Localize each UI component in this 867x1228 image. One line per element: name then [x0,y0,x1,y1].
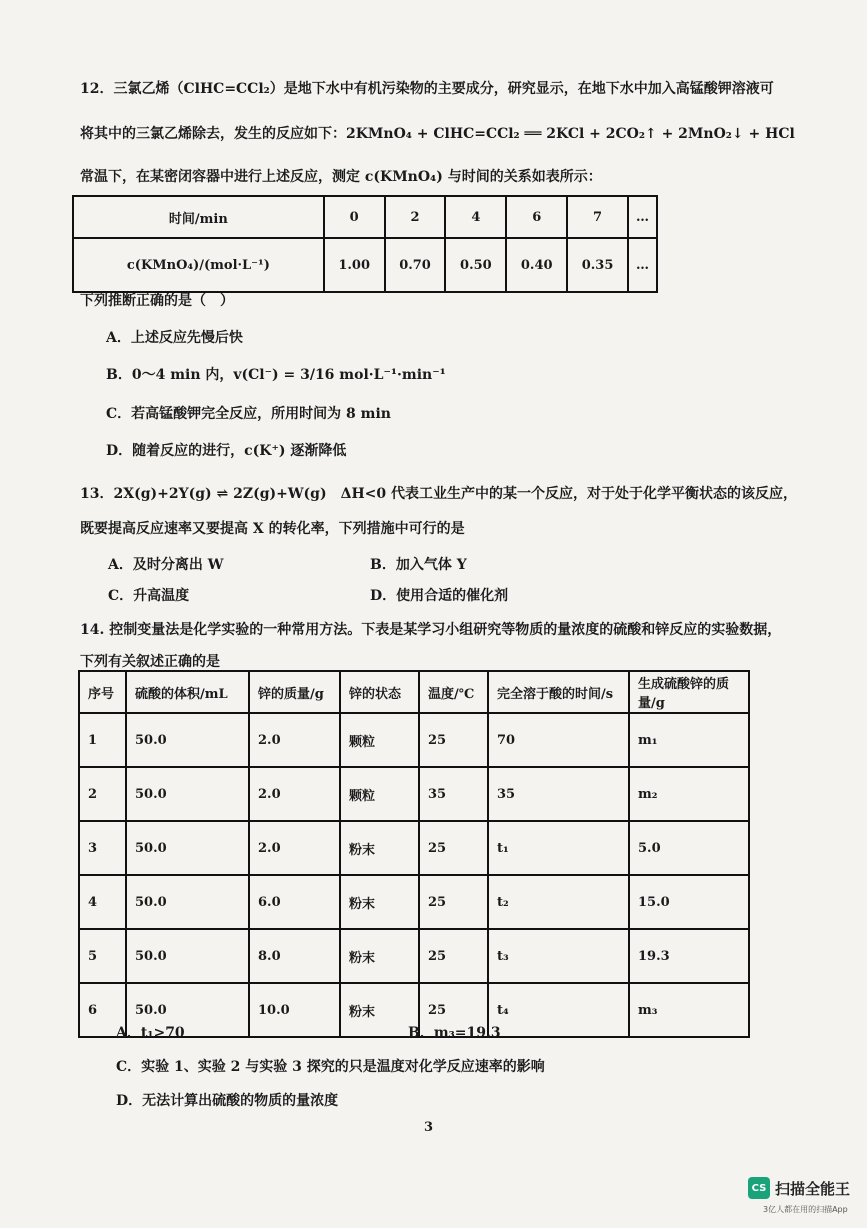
table-cell: 0.50 [445,238,506,292]
table-cell: 4 [445,196,506,238]
q12-option-c: C．若高锰酸钾完全反应，所用时间为 8 min [106,406,391,422]
table-cell: 2.0 [249,821,340,875]
table-cell: 时间/min [73,196,324,238]
table-cell: 50.0 [126,821,249,875]
table-cell: c(KMnO₄)/(mol·L⁻¹) [73,238,324,292]
table-cell: 3 [79,821,126,875]
table-cell: 10.0 [249,983,340,1037]
q12-line1: 12．三氯乙烯（ClHC=CCl₂）是地下水中有机污染物的主要成分，研究显示，在地下水中加入高锰酸钾溶液可 [80,81,774,97]
table-cell: t₄ [488,983,629,1037]
table-header-cell: 序号 [79,671,126,713]
table-cell: 7 [567,196,628,238]
table-cell: t₁ [488,821,629,875]
table-cell: 0 [324,196,385,238]
table-cell: m₂ [629,767,749,821]
table-cell: 1.00 [324,238,385,292]
table-header-cell: 完全溶于酸的时间/s [488,671,629,713]
table-cell: t₃ [488,929,629,983]
q13-option-a: A．及时分离出 W [108,557,224,573]
table-cell: 0.35 [567,238,628,292]
table-cell: m₃ [629,983,749,1037]
q13-line1: 13．2X(g)+2Y(g) ⇌ 2Z(g)+W(g) ΔH<0 代表工业生产中的某一个反应，对于处于化学平衡状态的该反应， [80,486,798,502]
table-cell: 5 [79,929,126,983]
table-cell: 粉末 [340,929,419,983]
q12-option-d: D．随着反应的进行，c(K⁺) 逐渐降低 [106,443,347,459]
table-cell: 25 [419,821,488,875]
table-header-cell: 锌的状态 [340,671,419,713]
q14-line2: 下列有关叙述正确的是 [80,654,220,670]
table-row [79,767,749,821]
q14-table [78,670,750,1038]
table-cell: 25 [419,983,488,1037]
table-cell: 50.0 [126,713,249,767]
table-cell: … [628,196,657,238]
table-cell: 2.0 [249,713,340,767]
table-cell: 颗粒 [340,713,419,767]
table-header-cell: 生成硫酸锌的质量/g [629,671,749,713]
q14-option-c: C．实验 1、实验 2 与实验 3 探究的只是温度对化学反应速率的影响 [116,1059,545,1075]
table-cell: 50.0 [126,983,249,1037]
table-row [79,713,749,767]
table-row [73,196,657,238]
watermark-name: 扫描全能王 [775,1179,851,1198]
table-cell: 25 [419,929,488,983]
q12-option-a: A．上述反应先慢后快 [106,330,243,346]
q14-option-b: B．m₃=19.3 [408,1025,501,1041]
table-cell: 0.40 [506,238,567,292]
table-cell: 粉末 [340,821,419,875]
table-cell: m₁ [629,713,749,767]
table-cell: t₂ [488,875,629,929]
page-number: 3 [424,1120,434,1135]
table-row [79,875,749,929]
table-header-cell: 硫酸的体积/mL [126,671,249,713]
watermark-slogan: 3亿人都在用的扫描App [763,1205,848,1214]
table-cell: 25 [419,713,488,767]
table-cell: 2 [79,767,126,821]
table-cell: 50.0 [126,875,249,929]
table-cell: 6 [506,196,567,238]
table-cell: 1 [79,713,126,767]
table-cell: 6.0 [249,875,340,929]
scanner-watermark [748,1177,850,1199]
table-cell: 50.0 [126,767,249,821]
table-header-cell: 锌的质量/g [249,671,340,713]
q14-option-a: A．t₁>70 [116,1025,185,1041]
table-cell: 35 [488,767,629,821]
table-cell: … [628,238,657,292]
table-cell: 4 [79,875,126,929]
table-row [79,821,749,875]
q13-option-d: D．使用合适的催化剂 [370,588,509,604]
table-cell: 2.0 [249,767,340,821]
table-cell: 8.0 [249,929,340,983]
q13-option-c: C．升高温度 [108,588,190,604]
table-row [79,929,749,983]
table-cell: 6 [79,983,126,1037]
table-header-row [79,671,749,713]
table-cell: 15.0 [629,875,749,929]
q12-table [72,195,658,293]
table-cell: 5.0 [629,821,749,875]
table-cell: 粉末 [340,875,419,929]
q12-stem: 下列推断正确的是（ ） [80,293,234,309]
q12-line2: 将其中的三氯乙烯除去，发生的反应如下：2KMnO₄ + ClHC=CCl₂ ══ 2KCl + 2CO₂↑ + 2MnO₂↓ + HCl [80,126,795,142]
table-cell: 0.70 [385,238,446,292]
q14-line1: 14. 控制变量法是化学实验的一种常用方法。下表是某学习小组研究等物质的量浓度的硫酸和锌反应的实验数据， [80,622,782,638]
q13-option-b: B．加入气体 Y [370,557,467,573]
table-cell: 2 [385,196,446,238]
q14-option-d: D．无法计算出硫酸的物质的量浓度 [116,1093,339,1109]
table-cell: 25 [419,875,488,929]
q13-line2: 既要提高反应速率又要提高 X 的转化率，下列措施中可行的是 [80,521,465,537]
table-cell: 50.0 [126,929,249,983]
table-cell: 35 [419,767,488,821]
q12-line3: 常温下，在某密闭容器中进行上述反应，测定 c(KMnO₄) 与时间的关系如表所示： [80,169,602,185]
table-cell: 19.3 [629,929,749,983]
q12-option-b: B．0～4 min 内，v(Cl⁻) = 3/16 mol·L⁻¹·min⁻¹ [106,367,446,383]
camscanner-logo-icon: CS [748,1177,770,1199]
table-row [73,238,657,292]
table-header-cell: 温度/℃ [419,671,488,713]
table-cell: 颗粒 [340,767,419,821]
table-cell: 粉末 [340,983,419,1037]
table-cell: 70 [488,713,629,767]
